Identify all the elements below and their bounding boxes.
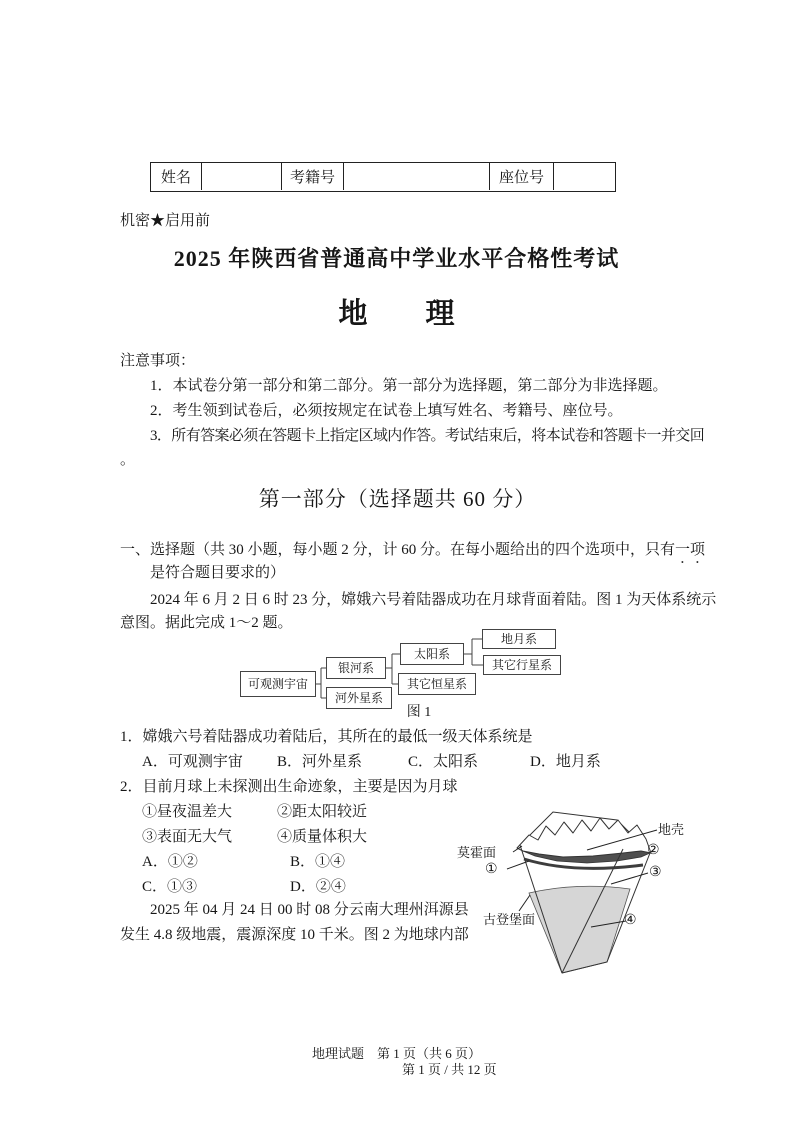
question-1-option-b: B．河外星系 bbox=[277, 754, 363, 770]
seat-label: 座位号 bbox=[489, 163, 553, 190]
figure1-celestial-system-diagram bbox=[238, 627, 568, 723]
passage2-line2: 发生 4.8 级地震，震源深度 10 千米。图 2 为地球内部 bbox=[120, 927, 469, 943]
instructions-emphasized-text: 一项 bbox=[675, 542, 706, 558]
question-2-stem bbox=[120, 777, 458, 797]
layer-2-marker: ② bbox=[647, 843, 660, 858]
layer-1-marker: ① bbox=[485, 862, 498, 877]
name-blank-cell bbox=[201, 163, 281, 190]
question-2-option-b: B．①④ bbox=[290, 854, 346, 870]
exam-no-label: 考籍号 bbox=[281, 163, 343, 190]
question-1-option-d: D．地月系 bbox=[530, 754, 601, 770]
node-other-star-systems: 其它恒星系 bbox=[398, 673, 476, 695]
question-2-statement-2: ②距太阳较近 bbox=[277, 804, 368, 820]
node-other-planet-systems: 其它行星系 bbox=[483, 655, 561, 675]
question-2-option-d: D．②④ bbox=[290, 879, 346, 895]
note-item-3-wrap: 。 bbox=[120, 452, 136, 468]
question-2-option-a: A．①② bbox=[142, 854, 198, 870]
question-2-statement-4: ④质量体积大 bbox=[277, 829, 368, 845]
notes-heading: 注意事项： bbox=[120, 353, 196, 369]
node-extragalactic: 河外星系 bbox=[326, 687, 392, 709]
footer-page-number: 第 1 页 / 共 12 页 bbox=[402, 1062, 497, 1077]
question-1-stem bbox=[120, 727, 533, 747]
subject-title: 地 理 bbox=[338, 298, 455, 330]
crust-label: 地壳 bbox=[658, 822, 685, 837]
question-1-option-a: A．可观测宇宙 bbox=[142, 754, 243, 770]
question-2-statement-3: ③表面无大气 bbox=[142, 829, 233, 845]
earth-interior-wedge-drawing bbox=[445, 792, 693, 992]
passage1-line1: 2024 年 6 月 2 日 6 时 23 分，嫦娥六号着陆器成功在月球背面着陆。图 1 为天体系统示 bbox=[150, 592, 717, 608]
node-solar-system: 太阳系 bbox=[400, 643, 464, 665]
layer-4-marker: ④ bbox=[624, 913, 637, 928]
seat-blank-cell bbox=[553, 163, 615, 190]
note-item-2: 2．考生领到试卷后，必须按规定在试卷上填写姓名、考籍号、座位号。 bbox=[150, 403, 623, 419]
question-2-text: 目前月球上未探测出生命迹象，主要是因为月球 bbox=[142, 779, 458, 795]
figure2-earth-interior-diagram bbox=[445, 792, 693, 997]
confidential-notice: 机密★启用前 bbox=[120, 213, 211, 229]
node-earth-moon-system: 地月系 bbox=[482, 629, 556, 649]
header-table bbox=[150, 162, 616, 192]
moho-surface-label: 莫霍面 bbox=[457, 845, 497, 860]
name-label: 姓名 bbox=[160, 170, 191, 186]
selection-instructions-line2: 是符合题目要求的） bbox=[150, 565, 286, 581]
node-milky-way: 银河系 bbox=[326, 657, 386, 679]
note-item-1: 1．本试卷分第一部分和第二部分。第一部分为选择题，第二部分为非选择题。 bbox=[150, 378, 668, 394]
question-2-option-c: C．①③ bbox=[142, 879, 198, 895]
layer-3-marker: ③ bbox=[649, 865, 662, 880]
question-2-number: 2． bbox=[120, 779, 143, 795]
passage1-line2: 意图。据此完成 1～2 题。 bbox=[120, 615, 293, 631]
instructions-text: 一、选择题（共 30 小题，每小题 2 分，计 60 分。在每小题给出的四个选项中，只有 bbox=[120, 542, 676, 558]
passage2-line1: 2025 年 04 月 24 日 00 时 08 分云南大理州洱源县 bbox=[150, 902, 469, 918]
footer-page-info: 地理试题 第 1 页（共 6 页） bbox=[311, 1046, 481, 1061]
question-1-text: 嫦娥六号着陆器成功着陆后，其所在的最低一级天体系统是 bbox=[142, 729, 533, 745]
gutenberg-surface-label: 古登堡面 bbox=[483, 912, 536, 927]
question-2-statement-1: ①昼夜温差大 bbox=[142, 804, 233, 820]
exam-title: 2025 年陕西省普通高中学业水平合格性考试 bbox=[173, 246, 620, 271]
question-1-number: 1． bbox=[120, 729, 143, 745]
node-observable-universe: 可观测宇宙 bbox=[240, 671, 316, 697]
note-item-3: 3．所有答案必须在答题卡上指定区域内作答。考试结束后，将本试卷和答题卡一并交回 bbox=[150, 428, 705, 444]
part1-heading: 第一部分（选择题共 60 分） bbox=[258, 487, 537, 511]
question-1-option-c: C．太阳系 bbox=[408, 754, 479, 770]
figure1-caption: 图 1 bbox=[406, 705, 432, 720]
exam-no-blank-cell bbox=[343, 163, 489, 190]
core-region-shape bbox=[529, 886, 630, 973]
